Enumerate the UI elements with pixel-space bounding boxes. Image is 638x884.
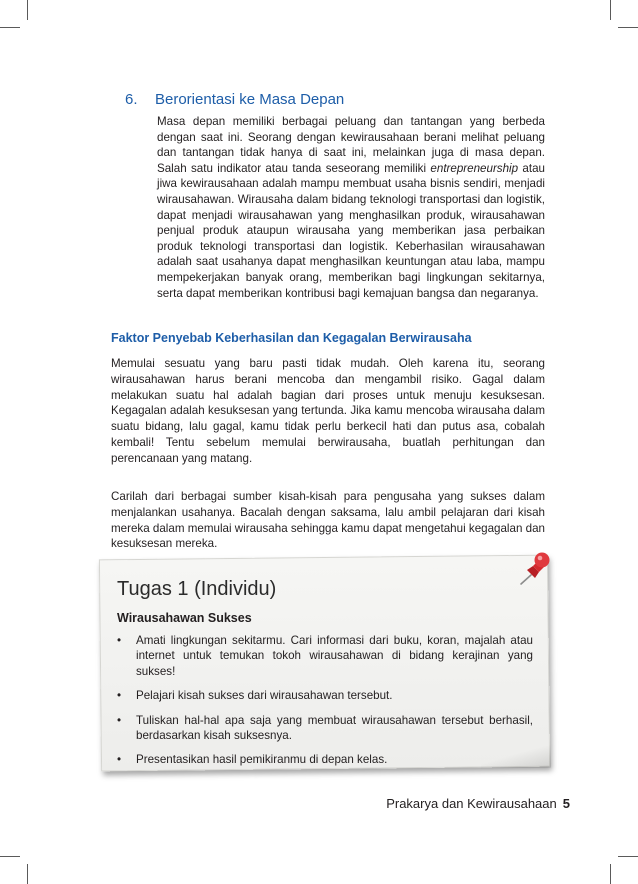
list-item-text: Tuliskan hal-hal apa saja yang membuat wirausahawan tersebut berhasil, berdasarkan kisah suksesnya. bbox=[136, 713, 533, 743]
book-title: Prakarya dan Kewirausahaan bbox=[386, 796, 557, 811]
crop-mark bbox=[27, 864, 28, 884]
section-title: Berorientasi ke Masa Depan bbox=[155, 91, 345, 108]
crop-mark bbox=[610, 864, 611, 884]
body-text: atau jiwa kewirausahaan adalah mampu membuat usaha bisnis sendiri, menjadi wirausahawan. Wirausaha dalam bidang teknologi transportasi dan logistik, dapat menjadi wirausahawan yang menghasilkan produk, wirausahawan penjual produk ataupun wirausaha yang memberikan jasa perbaikan produk teknologi transportasi dan logistik. Keberhasilan wirausahawan adalah saat usahanya dapat menghasilkan keuntungan atau laba, mampu mempekerjakan banyak orang, memberikan bagi lingkungan sekitarnya, serta dapat memberikan kontribusi bagi kemajuan bangsa dan negaranya. bbox=[157, 161, 545, 300]
list-item-text: Amati lingkungan sekitarmu. Cari informasi dari buku, koran, majalah atau internet untuk temukan tokoh wirausahawan di bidang kerajinan yang sukses! bbox=[136, 634, 533, 678]
bullet: • bbox=[117, 689, 122, 703]
list-item-text: Presentasikan hasil pemikiranmu di depan kelas. bbox=[136, 753, 388, 767]
crop-mark bbox=[0, 856, 20, 857]
list-item bbox=[117, 752, 533, 767]
section-heading bbox=[125, 91, 565, 108]
section-number: 6. bbox=[125, 91, 138, 108]
paragraph-2: Carilah dari berbagai sumber kisah-kisah para pengusaha yang sukses dalam menjalankan usahanya. Bacalah dengan saksama, lalu ambil pelajaran dari kisah mereka dalam memulai wirausaha sehingga kamu dapat mengetahui kegagalan dan kesuksesan mereka. bbox=[111, 490, 545, 551]
bullet: • bbox=[117, 753, 122, 767]
push-pin-icon bbox=[513, 548, 555, 590]
italic-term: entrepreneurship bbox=[430, 161, 519, 175]
task-subtitle: Wirausahawan Sukses bbox=[117, 611, 252, 625]
task-title: Tugas 1 (Individu) bbox=[117, 578, 277, 600]
crop-mark bbox=[618, 27, 638, 28]
crop-mark bbox=[0, 27, 20, 28]
section-body bbox=[157, 114, 545, 301]
bullet: • bbox=[117, 713, 122, 727]
paragraph-1: Memulai sesuatu yang baru pasti tidak mudah. Oleh karena itu, seorang wirausahawan harus berani mencoba dan mengambil risiko. Gagal dalam melakukan suatu hal adalah bagian dari proses untuk menuju kesuksesan. Kegagalan adalah kesuksesan yang tertunda. Jika kamu mencoba wirausaha dalam suatu bidang, lalu gagal, kamu tidak perlu berkecil hati dan putus asa, cobalah kembali! Tentu sebelum memulai berwirausaha, buatlah perhitungan dan perencanaan yang matang. bbox=[111, 357, 545, 465]
list-item-text: Pelajari kisah sukses dari wirausahawan tersebut. bbox=[136, 689, 393, 703]
bullet: • bbox=[117, 634, 122, 647]
body-text: Masa depan memiliki berbagai peluang dan tantangan yang berbeda dengan saat ini. Seorang dengan kewirausahaan berani melihat peluang dan tantangan tidak hanya di saat ini, melainkan juga di masa depan. Salah satu indikator atau tanda seseorang memiliki bbox=[157, 115, 545, 175]
crop-mark bbox=[27, 0, 28, 20]
page-number: 5 bbox=[562, 796, 570, 811]
task-list bbox=[117, 633, 533, 777]
page-footer bbox=[360, 796, 570, 811]
list-item bbox=[117, 713, 533, 744]
crop-mark bbox=[618, 856, 638, 857]
list-item bbox=[117, 688, 533, 703]
crop-mark bbox=[610, 0, 611, 20]
list-item bbox=[117, 633, 533, 679]
subsection-heading: Faktor Penyebab Keberhasilan dan Kegagalan Berwirausaha bbox=[111, 331, 472, 345]
